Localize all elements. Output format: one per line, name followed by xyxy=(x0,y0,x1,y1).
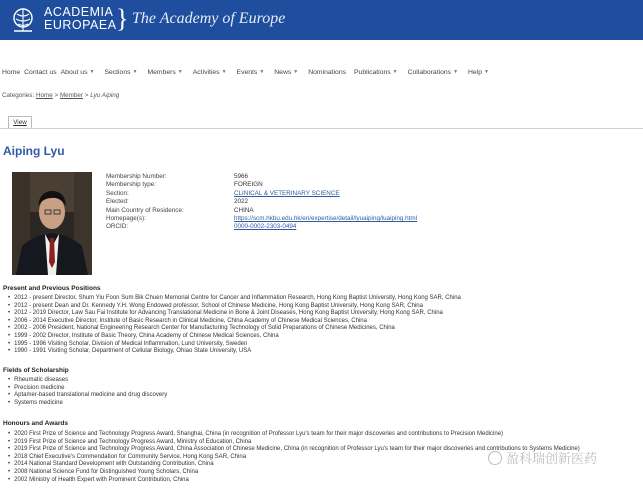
wechat-icon xyxy=(488,451,502,465)
nav-item-home[interactable] xyxy=(2,69,20,76)
nav-item-label: Contact us xyxy=(24,68,57,76)
logo-line-2: EUROPAEA xyxy=(44,18,117,32)
list-item: • 2006 - 2014 Executive Director, Institute of Basic Research in Clinical Medicine, China Academy of Chinese Medical Sciences, China xyxy=(8,318,461,326)
positions-list xyxy=(8,295,461,356)
detail-value-link[interactable]: CLINICAL & VETERINARY SCIENCE xyxy=(234,189,340,197)
chevron-down-icon: ▼ xyxy=(453,69,459,75)
chevron-down-icon: ▼ xyxy=(392,69,398,75)
list-item: • 2002 Ministry of Health Expert with Prominent Contribution, China xyxy=(8,477,580,485)
detail-label: Homepage(s): xyxy=(106,214,146,222)
nav-item-label: Events xyxy=(236,68,258,76)
breadcrumb-current: Lyu Aiping xyxy=(90,92,120,99)
list-item: • Precision medicine xyxy=(8,385,167,393)
list-item: • 2012 - present Dean and Dr. Kennedy Y.H. Wong Endowed professor, School of Chinese Medicine, Hong Kong Baptist University, Hong Kong SAR, China xyxy=(8,303,461,311)
nav-item-label: Publications xyxy=(354,68,391,76)
nav-item-events[interactable] xyxy=(237,69,265,76)
chevron-down-icon: ▼ xyxy=(221,69,227,75)
chevron-down-icon: ▼ xyxy=(484,69,489,75)
nav-item-news[interactable] xyxy=(274,69,298,76)
list-item: • Systems medicine xyxy=(8,400,167,408)
member-photo xyxy=(12,172,92,275)
detail-value: 2022 xyxy=(234,198,249,206)
list-item: • 2014 National Standard Development with Outstanding Contribution, China xyxy=(8,461,580,469)
list-item: • Rheumatic diseases xyxy=(8,377,167,385)
list-item: • 2020 First Prize of Science and Technology Progress Award, Shanghai, China (in recognition of Professor Lyu's team for their major discoveries and contributions to Precision Medicine) xyxy=(8,431,580,439)
nav-item-contact-us[interactable] xyxy=(24,69,57,76)
detail-value: CHINA xyxy=(234,206,254,214)
detail-value: FOREIGN xyxy=(234,181,263,189)
list-item: • 1995 - 1996 Visiting Scholar, Division of Medical Inflammation, Lund University, Sweden xyxy=(8,341,461,349)
nav-item-label: News xyxy=(274,68,292,76)
site-tagline: The Academy of Europe xyxy=(132,10,286,27)
nav-item-label: About us xyxy=(60,68,88,76)
nav-item-collaborations[interactable] xyxy=(408,69,458,76)
list-item: • 2002 - 2006 President, National Engineering Research Center for Manufacturing Technology of Solid Preparations of Chinese Medicines, China xyxy=(8,325,461,333)
nav-item-publications[interactable] xyxy=(354,69,398,76)
detail-row xyxy=(106,207,417,215)
detail-row xyxy=(106,223,417,231)
chevron-down-icon: ▼ xyxy=(177,69,183,75)
nav-item-activities[interactable] xyxy=(193,69,227,76)
main-nav xyxy=(2,66,489,78)
chevron-down-icon: ▼ xyxy=(89,69,95,75)
breadcrumb-separator: > xyxy=(54,92,59,99)
nav-item-label: Activities xyxy=(192,68,220,76)
chevron-down-icon: ▼ xyxy=(293,69,299,75)
list-item: • 1999 - 2002 Director, Institute of Basic Theory, China Academy of Chinese Medical Sciences, China xyxy=(8,333,461,341)
detail-label: Membership type: xyxy=(106,181,157,189)
fields-list xyxy=(8,377,167,407)
list-item: • 2018 Chief Executive's Commendation for Community Service, Hong Kong SAR, China xyxy=(8,454,580,462)
logo-line-1: ACADEMIA xyxy=(44,5,114,19)
site-header xyxy=(0,0,643,40)
detail-row xyxy=(106,198,417,206)
breadcrumb xyxy=(2,92,119,99)
nav-item-nominations[interactable] xyxy=(308,69,346,76)
nav-item-label: Collaborations xyxy=(407,68,452,76)
detail-label: Elected: xyxy=(106,198,129,206)
chevron-down-icon: ▼ xyxy=(259,69,265,75)
fields-heading: Fields of Scholarship xyxy=(3,367,69,374)
detail-value: 5966 xyxy=(234,173,249,180)
detail-label: Membership Number: xyxy=(106,173,167,180)
nav-item-label: Help xyxy=(468,68,482,76)
detail-row xyxy=(106,181,417,189)
list-item: • Aptamer-based translational medicine and drug discovery xyxy=(8,392,167,400)
list-item: • 2012 - present Director, Shum Yiu Foon Sum Bik Chuen Memorial Centre for Cancer and Inflammation Research, Hong Kong Baptist University, Hong Kong SAR, China xyxy=(8,295,461,303)
detail-label: ORCID: xyxy=(106,223,129,231)
breadcrumb-home-link[interactable]: Home xyxy=(35,92,53,99)
logo-brace: } xyxy=(116,4,129,33)
detail-row xyxy=(106,215,417,223)
breadcrumb-member-link[interactable]: Member xyxy=(59,92,84,99)
watermark xyxy=(488,448,597,467)
tab-view[interactable]: View xyxy=(8,116,32,128)
logo-text[interactable] xyxy=(44,6,117,32)
tab-divider xyxy=(0,128,643,129)
detail-label: Main Country of Residence: xyxy=(106,206,184,214)
positions-heading: Present and Previous Positions xyxy=(3,285,101,292)
nav-item-help[interactable] xyxy=(468,69,489,76)
nav-item-label: Members xyxy=(147,68,176,76)
nav-item-label: Home xyxy=(2,68,21,76)
list-item: • 1990 - 1991 Visiting Scholar, Department of Cellular Biology, Ohiao State University, USA xyxy=(8,348,461,356)
list-item: • 2019 First Prize of Science and Technology Progress Award, China Association of Chinese Medicine, China (in recognition of Professor Lyu's team for their major discoveries and contributions to Systems Medicine) xyxy=(8,446,580,454)
academia-europaea-logo-icon[interactable] xyxy=(8,5,38,35)
nav-item-label: Sections xyxy=(104,68,131,76)
list-item: • 2019 First Prize of Science and Technology Progress Award, Ministry of Education, China xyxy=(8,439,580,447)
watermark-text: 盈科瑞创新医药 xyxy=(506,451,598,466)
detail-value-link[interactable]: https://scm.hkbu.edu.hk/en/expertise/detail/lyuaiping/luaiping.html xyxy=(234,214,418,222)
honours-heading: Honours and Awards xyxy=(3,420,69,427)
detail-label: Section: xyxy=(106,189,129,197)
nav-item-sections[interactable] xyxy=(104,69,137,76)
list-item: • 2012 - 2019 Director, Law Sau Fai Institute for Advancing Translational Medicine in Bone & Joint Diseases, Hong Kong Baptist University, Hong Kong SAR, China xyxy=(8,310,461,318)
nav-item-members[interactable] xyxy=(147,69,182,76)
nav-item-about-us[interactable] xyxy=(61,69,95,76)
detail-row xyxy=(106,173,417,181)
breadcrumb-separator: > xyxy=(84,92,89,99)
list-item: • 2008 National Science Fund for Distinguished Young Scholars, China xyxy=(8,469,580,477)
breadcrumb-prefix: Categories: xyxy=(2,92,35,99)
nav-item-label: Nominations xyxy=(308,68,346,76)
detail-value-link[interactable]: 0000-0002-2303-0494 xyxy=(234,223,297,231)
member-details xyxy=(106,173,417,232)
detail-row xyxy=(106,190,417,198)
chevron-down-icon: ▼ xyxy=(132,69,138,75)
member-name: Aiping Lyu xyxy=(3,144,65,158)
